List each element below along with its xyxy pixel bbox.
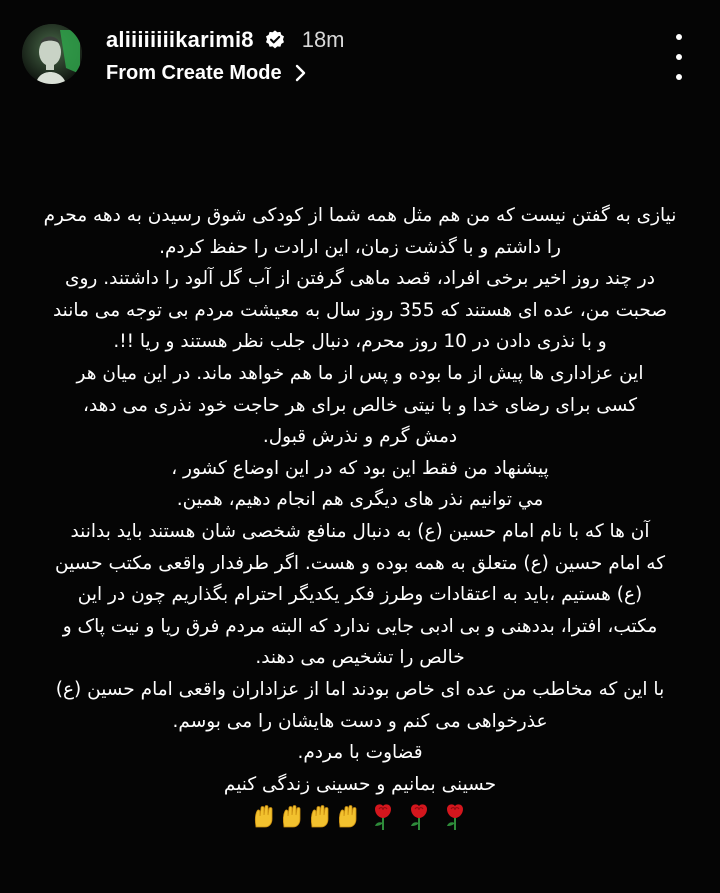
story-line: این عزاداری ها پیش از ما بوده و پس از ما هم خواهد ماند. در این میان هر bbox=[76, 362, 644, 384]
story-line: عذرخواهی می کنم و دست هایشان را می بوسم. bbox=[172, 710, 548, 732]
rose-icon bbox=[443, 803, 467, 831]
story-line: که امام حسین (ع) متعلق به همه بوده و هست. اگر طرفدار واقعی مکتب حسین bbox=[54, 552, 665, 574]
rose-icon bbox=[407, 803, 431, 831]
create-mode-label: From Create Mode bbox=[106, 61, 282, 84]
raised-hands-icon bbox=[309, 805, 331, 829]
story-line: آن ها که با نام امام حسین (ع) به دنبال منافع شخصی شان هستند باید بدانند bbox=[70, 520, 650, 542]
story-line: و با نذری دادن در 10 روز محرم، دنبال جلب نظر هستند و ریا !!. bbox=[113, 331, 607, 353]
raised-hands-icon bbox=[253, 805, 275, 829]
more-dot bbox=[676, 34, 682, 40]
story-line: نیازی به گفتن نیست که من هم مثل همه شما از کودکی شوق رسیدن به دهه محرم bbox=[43, 205, 677, 226]
more-dot bbox=[676, 74, 682, 80]
raised-hands-icon bbox=[337, 805, 359, 829]
avatar-image bbox=[22, 24, 82, 84]
story-line: در چند روز اخیر برخی افراد، قصد ماهی گرفتن از آب گل آلود را داشتند. روی bbox=[65, 268, 655, 290]
story-line: با این که مخاطب من عده ای خاص بودند اما از عزاداران واقعی امام حسین (ع) bbox=[55, 678, 665, 700]
create-mode-link[interactable] bbox=[106, 58, 308, 88]
story-line: قضاوت با مردم. bbox=[297, 742, 423, 764]
avatar[interactable] bbox=[22, 24, 82, 84]
story-line: حسینی بمانیم و حسینی زندگی کنیم bbox=[223, 773, 497, 795]
time-ago: 18m bbox=[301, 27, 345, 52]
username-row bbox=[106, 24, 345, 56]
story-line: (ع) هستیم ،باید به اعتقادات وطرز فکر یکدیگر احترام بگذاریم چون در این bbox=[77, 584, 643, 606]
story-line: را داشتم و با گذشت زمان، این ارادت را حفظ کردم. bbox=[159, 236, 561, 258]
story-text bbox=[16, 200, 704, 832]
story-line: صحبت من، عده ای هستند که 355 روز سال به معیشت مردم بی توجه می مانند bbox=[52, 299, 668, 321]
chevron-right-icon bbox=[294, 64, 308, 82]
more-dot bbox=[676, 54, 682, 60]
rose-icon bbox=[371, 803, 395, 831]
story-line: مي توانيم نذر های دیگری هم انجام دهیم، همین. bbox=[176, 489, 544, 511]
more-vertical-icon[interactable] bbox=[664, 34, 694, 80]
story-line: کسی برای رضای خدا و با نیتی خالص برای هر حاجت خود نذری می دهد، bbox=[82, 394, 638, 416]
raised-hands-icon bbox=[281, 805, 303, 829]
verified-badge-icon bbox=[264, 29, 286, 51]
story-line: مکتب، افترا، بددهنی و بی ادبی جایی ندارد که البته مردم فرق ریا و نیت پاک و bbox=[62, 615, 658, 637]
story-line: خالص را تشخیص می دهند. bbox=[255, 647, 465, 669]
emoji-row bbox=[16, 802, 704, 832]
username[interactable]: aliiiiiiiikarimi8 bbox=[106, 27, 254, 52]
story-line: دمش گرم و نذرش قبول. bbox=[262, 426, 458, 448]
story-line: پیشنهاد من فقط این بود که در این اوضاع کشور ، bbox=[171, 457, 549, 479]
story-header bbox=[0, 0, 720, 110]
